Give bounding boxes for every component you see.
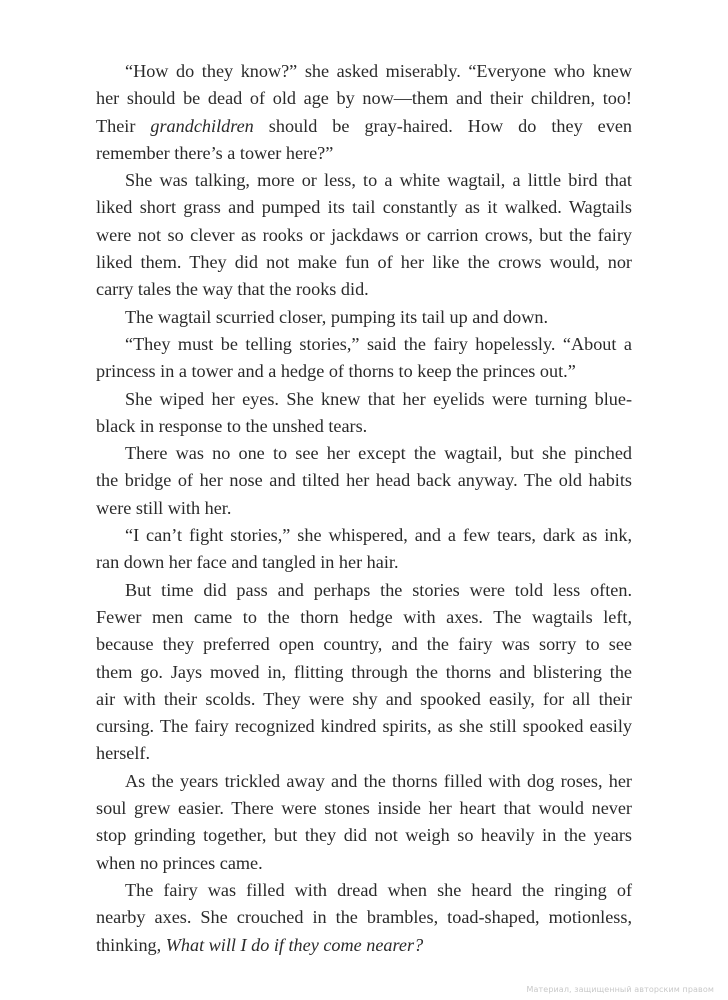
text-run: princess in a tower and a hedge of thorns to keep the princes out.”: [96, 361, 576, 382]
text-line: [96, 577, 632, 604]
text-line: [96, 358, 632, 385]
text-line: [96, 194, 632, 221]
copyright-watermark: Материал, защищенный авторским правом: [526, 985, 714, 994]
text-run: black in response to the unshed tears.: [96, 415, 368, 436]
text-line: [96, 604, 632, 631]
text-line: [96, 522, 632, 549]
text-line: [96, 904, 632, 931]
text-line: [96, 713, 632, 740]
text-line: [96, 932, 632, 959]
text-run: ran down her face and tangled in her hair.: [96, 552, 399, 573]
text-run: “I can’t fight stories,” she whispered, and a few tears, dark as ink,: [125, 525, 632, 546]
text-run: soul grew easier. There were stones inside her heart that would never: [96, 798, 632, 819]
text-line: [96, 440, 632, 467]
text-run: The wagtail scurried closer, pumping its tail up and down.: [125, 306, 549, 327]
text-line: [96, 222, 632, 249]
text-line: [96, 659, 632, 686]
text-line: [96, 877, 632, 904]
text-line: [96, 304, 632, 331]
text-run: stop grinding together, but they did not weigh so heavily in the years: [96, 825, 632, 846]
paragraph: [96, 331, 632, 386]
text-run: herself.: [96, 743, 151, 764]
paragraph: [96, 768, 632, 877]
text-run: liked them. They did not make fun of her like the crows would, nor: [96, 252, 632, 273]
text-line: [96, 331, 632, 358]
text-line: [96, 140, 632, 167]
text-run: The fairy was filled with dread when she heard the ringing of: [125, 879, 632, 900]
text-run: air with their scolds. They were shy and spooked easily, for all their: [96, 688, 632, 709]
text-run: her should be dead of old age by now—them and their children, too!: [96, 88, 632, 109]
text-line: [96, 768, 632, 795]
text-run: “They must be telling stories,” said the fairy hopelessly. “About a: [125, 333, 632, 354]
text-run: the bridge of her nose and tilted her head back anyway. The old habits: [96, 470, 632, 491]
paragraph: [96, 304, 632, 331]
text-line: [96, 686, 632, 713]
italic-text: What will I do if they come nearer?: [165, 934, 424, 955]
text-line: [96, 413, 632, 440]
text-line: [96, 850, 632, 877]
text-run: remember there’s a tower here?”: [96, 142, 334, 163]
text-line: [96, 58, 632, 85]
page-body-text: [96, 58, 632, 959]
text-line: [96, 740, 632, 767]
paragraph: [96, 522, 632, 577]
paragraph: [96, 577, 632, 768]
text-run: were still with her.: [96, 497, 232, 518]
paragraph: [96, 440, 632, 522]
text-line: [96, 249, 632, 276]
text-line: [96, 85, 632, 112]
text-run: cursing. The fairy recognized kindred spirits, as she still spooked easily: [96, 716, 632, 737]
text-line: [96, 495, 632, 522]
text-run: There was no one to see her except the wagtail, but she pinched: [125, 443, 632, 464]
text-line: [96, 467, 632, 494]
text-run: Fewer men came to the thorn hedge with axes. The wagtails left,: [96, 606, 632, 627]
text-run: nearby axes. She crouched in the brambles, toad-shaped, motionless,: [96, 907, 632, 928]
text-run: thinking,: [96, 934, 166, 955]
text-run: carry tales the way that the rooks did.: [96, 279, 369, 300]
text-run: should be gray-haired. How do they even: [253, 115, 632, 136]
text-run: But time did pass and perhaps the stories were told less often.: [125, 579, 632, 600]
paragraph: [96, 58, 632, 167]
text-line: [96, 113, 632, 140]
text-run: Their: [96, 115, 151, 136]
paragraph: [96, 167, 632, 303]
text-run: As the years trickled away and the thorns filled with dog roses, her: [125, 770, 632, 791]
paragraph: [96, 877, 632, 959]
text-line: [96, 549, 632, 576]
text-line: [96, 276, 632, 303]
text-line: [96, 386, 632, 413]
text-run: when no princes came.: [96, 852, 263, 873]
text-run: She was talking, more or less, to a white wagtail, a little bird that: [125, 170, 632, 191]
text-run: liked short grass and pumped its tail constantly as it walked. Wagtails: [96, 197, 632, 218]
text-line: [96, 822, 632, 849]
text-run: because they preferred open country, and the fairy was sorry to see: [96, 634, 632, 655]
text-run: them go. Jays moved in, flitting through the thorns and blistering the: [96, 661, 632, 682]
italic-text: grandchildren: [150, 115, 254, 136]
text-line: [96, 795, 632, 822]
text-run: were not so clever as rooks or jackdaws or carrion crows, but the fairy: [96, 224, 632, 245]
text-line: [96, 631, 632, 658]
text-line: [96, 167, 632, 194]
text-run: She wiped her eyes. She knew that her eyelids were turning blue-: [125, 388, 632, 409]
paragraph: [96, 386, 632, 441]
text-run: “How do they know?” she asked miserably. “Everyone who knew: [125, 61, 632, 81]
